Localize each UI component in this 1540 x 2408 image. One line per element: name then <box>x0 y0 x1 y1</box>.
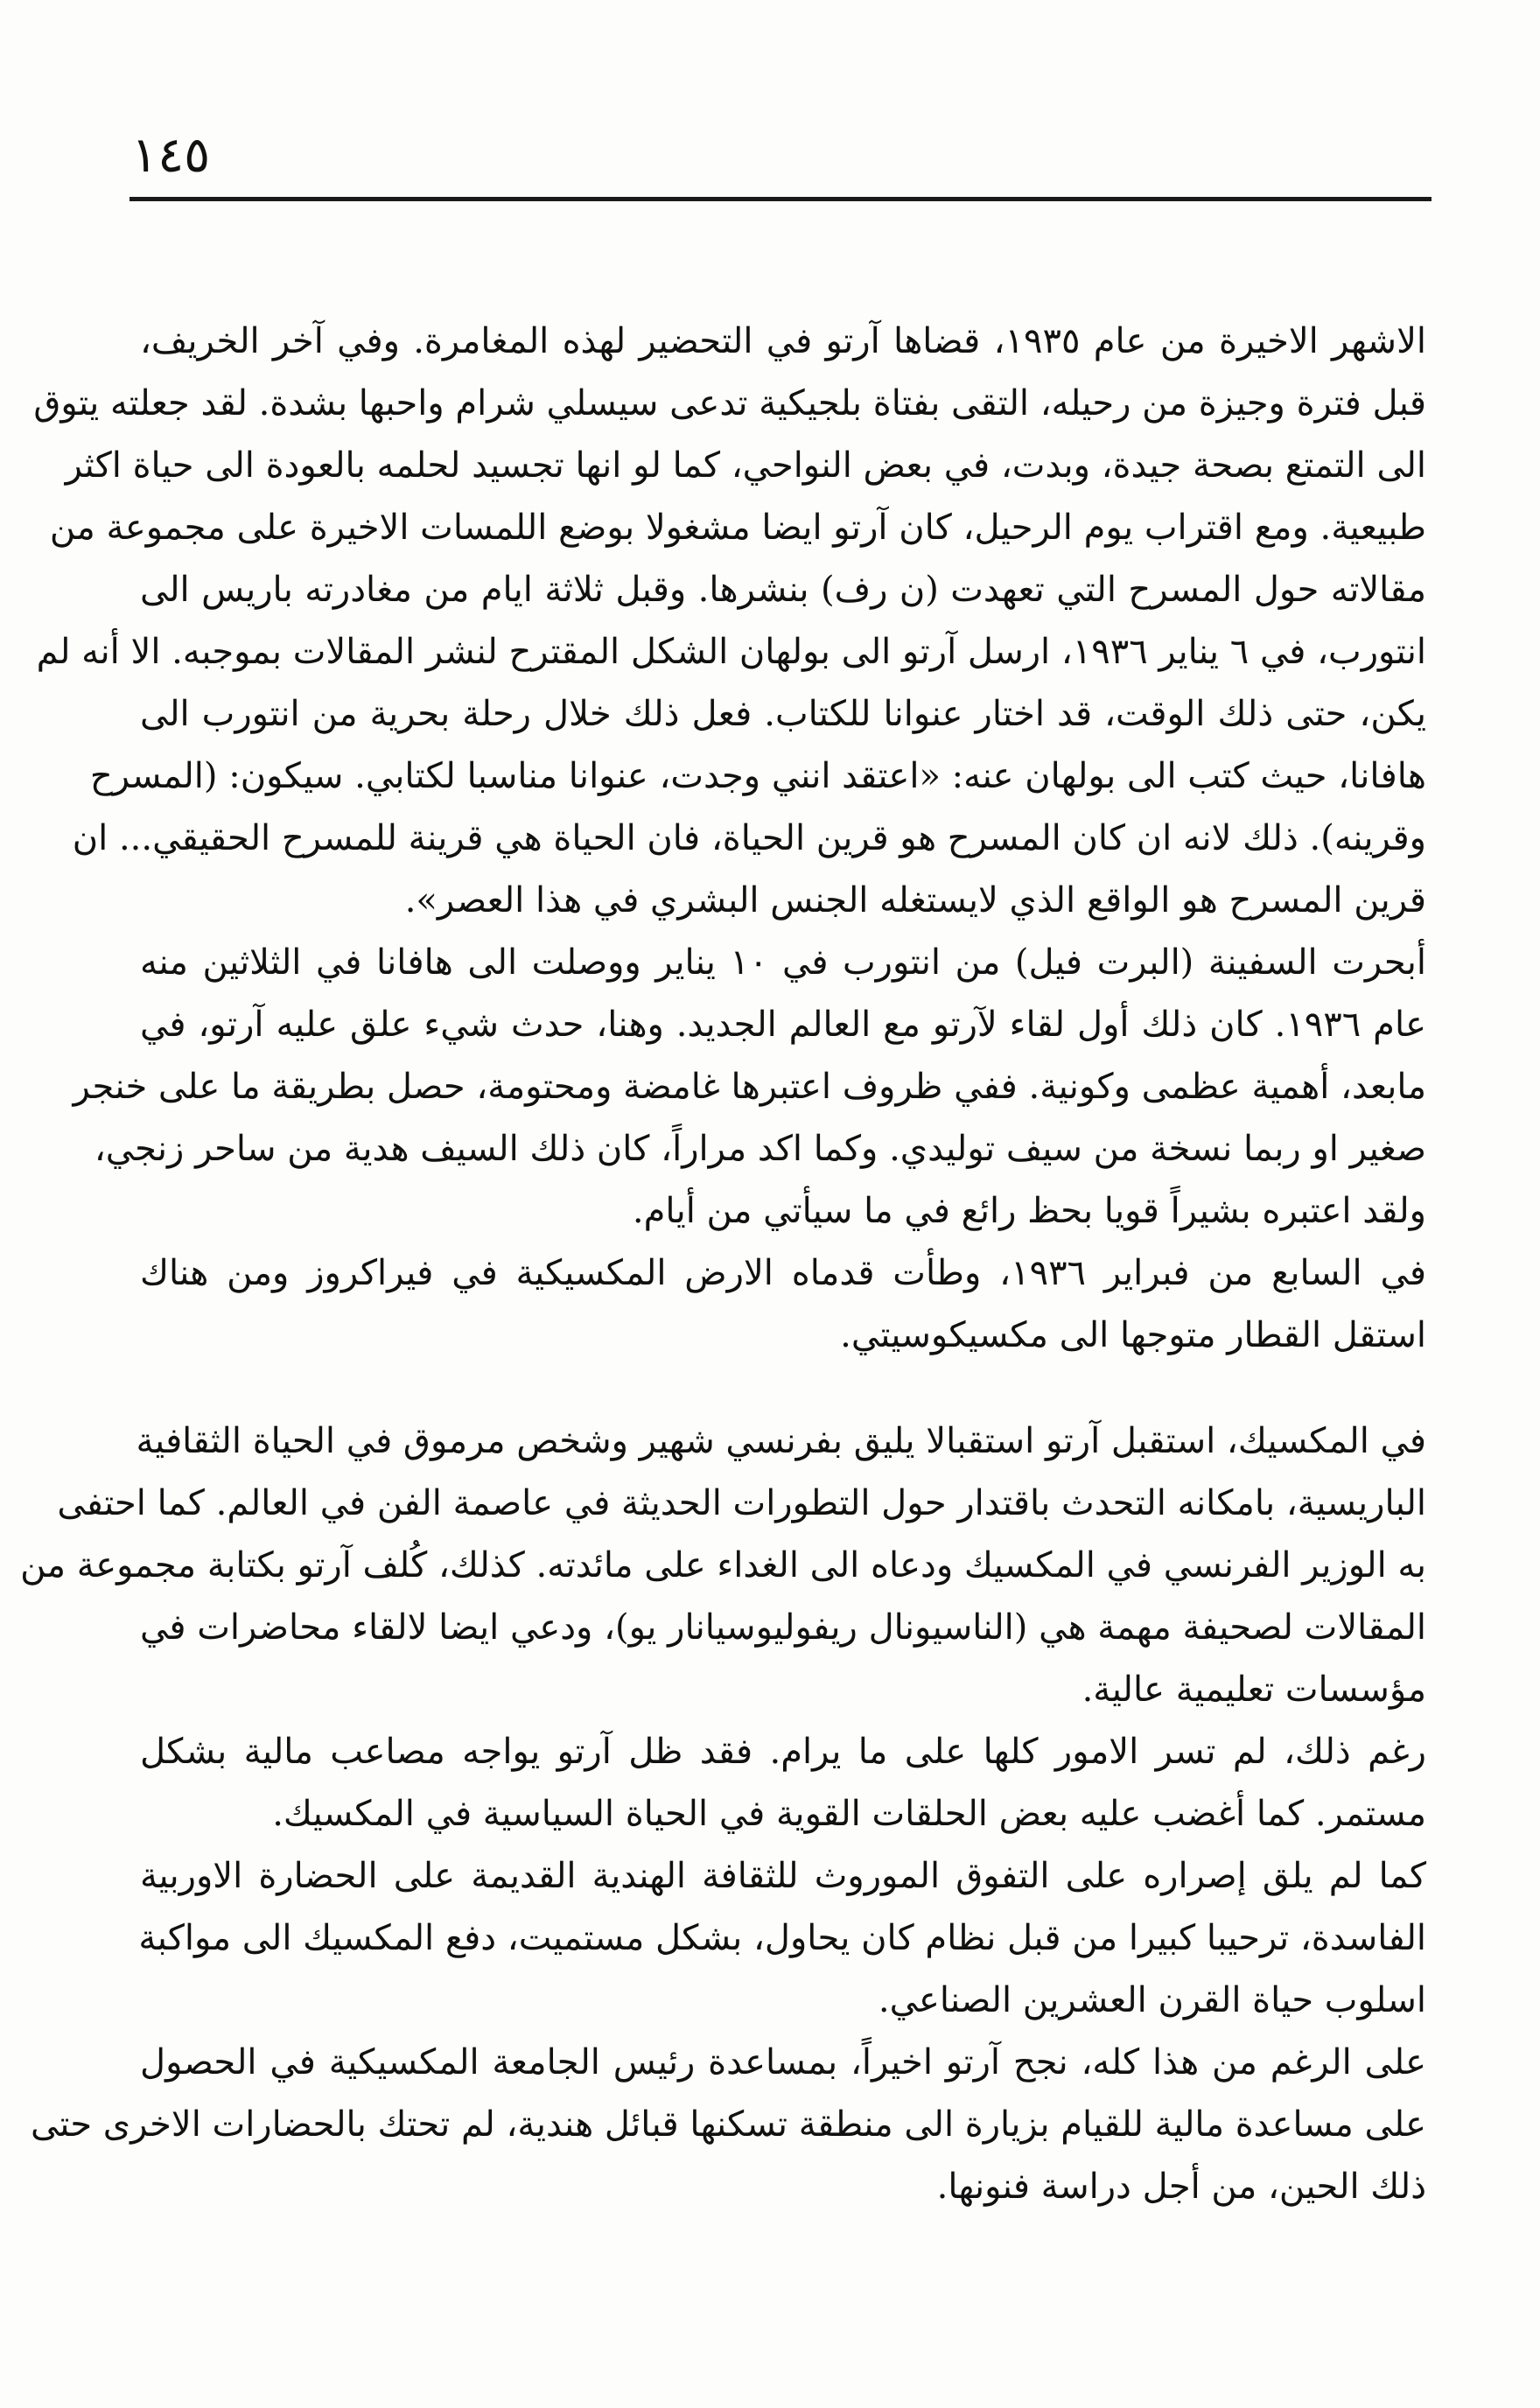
section-gap <box>140 1367 1426 1410</box>
text-line: أبحرت السفينة (البرت فيل) من انتورب في ١٠ يناير ووصلت الى هافانا في الثلاثين منه <box>140 942 1426 983</box>
text-line: الفاسدة، ترحيبا كبيرا من قبل نظام كان يحاول، بشكل مستميت، دفع المكسيك الى مواكبة <box>138 1918 1426 1958</box>
text-line: طبيعية. ومع اقتراب يوم الرحيل، كان آرتو ايضا مشغولا بوضع اللمسات الاخيرة على مجموعة من <box>49 508 1426 548</box>
text-line: استقل القطار متوجها الى مكسيكوسيتي. <box>840 1315 1426 1355</box>
header-rule <box>130 197 1432 201</box>
text-line: المقالات لصحيفة مهمة هي (الناسيونال ريفوليوسيانار يو)، ودعي ايضا لالقاء محاضرات في <box>140 1607 1426 1648</box>
paragraph <box>140 1721 1426 1845</box>
text-line: عام ١٩٣٦. كان ذلك أول لقاء لآرتو مع العالم الجديد. وهنا، حدث شيء علق عليه آرتو، في <box>140 1004 1426 1045</box>
body-text <box>20 311 1426 2218</box>
paragraph <box>20 1410 1426 1721</box>
paragraph <box>30 2032 1426 2218</box>
text-line: به الوزير الفرنسي في المكسيك ودعاه الى الغداء على مائدته. كذلك، كُلف آرتو بكتابة مجموعة من <box>20 1545 1426 1586</box>
text-line: على مساعدة مالية للقيام بزيارة الى منطقة تسكنها قبائل هندية، لم تحتك بالحضارات الاخرى حتى <box>30 2104 1426 2145</box>
text-line: صغير او ربما نسخة من سيف توليدي. وكما اكد مراراً، كان ذلك السيف هدية من ساحر زنجي، <box>94 1129 1426 1169</box>
text-line: وقرينه). ذلك لانه ان كان المسرح هو قرين الحياة، فان الحياة هي قرينة للمسرح الحقيقي... ان <box>72 818 1426 858</box>
text-line: يكن، حتى ذلك الوقت، قد اختار عنوانا للكتاب. فعل ذلك خلال رحلة بحرية من انتورب الى <box>140 694 1426 734</box>
paragraph <box>33 311 1426 932</box>
text-line: الباريسية، بامكانه التحدث باقتدار حول التطورات الحديثة في عاصمة الفن في العالم. كما احتفى <box>57 1483 1426 1523</box>
paragraph <box>140 1242 1426 1367</box>
text-line: مقالاته حول المسرح التي تعهدت (ن رف) بنشرها. وقبل ثلاثة ايام من مغادرته باريس الى <box>140 570 1426 610</box>
text-line: انتورب، في ٦ يناير ١٩٣٦، ارسل آرتو الى بولهان الشكل المقترح لنشر المقالات بموجبه. الا أنه لم <box>36 632 1426 672</box>
text-line: ذلك الحين، من أجل دراسة فنونها. <box>936 2166 1426 2207</box>
text-line: هافانا، حيث كتب الى بولهان عنه: «اعتقد انني وجدت، عنوانا مناسبا لكتابي. سيكون: (المسرح <box>89 756 1426 796</box>
text-line: كما لم يلق إصراره على التفوق الموروث للثقافة الهندية القديمة على الحضارة الاوربية <box>140 1856 1426 1896</box>
text-line: في المكسيك، استقبل آرتو استقبالا يليق بفرنسي شهير وشخص مرموق في الحياة الثقافية <box>136 1421 1426 1461</box>
text-line: ولقد اعتبره بشيراً قويا بحظ رائع في ما سيأتي من أيام. <box>632 1191 1426 1231</box>
text-line: اسلوب حياة القرن العشرين الصناعي. <box>878 1980 1426 2020</box>
text-line: مابعد، أهمية عظمى وكونية. ففي ظروف اعتبرها غامضة ومحتومة، حصل بطريقة ما على خنجر <box>73 1067 1426 1107</box>
paragraph <box>73 932 1426 1242</box>
paragraph <box>140 1845 1426 2032</box>
text-line: مستمر. كما أغضب عليه بعض الحلقات القوية في الحياة السياسية في المكسيك. <box>272 1794 1426 1834</box>
text-line: الى التمتع بصحة جيدة، وبدت، في بعض النواحي، كما لو انها تجسيد لحلمه بالعودة الى حياة اكثر <box>65 445 1426 486</box>
text-line: الاشهر الاخيرة من عام ١٩٣٥، قضاها آرتو في التحضير لهذه المغامرة. وفي آخر الخريف، <box>140 321 1426 361</box>
page-number: ١٤٥ <box>131 127 211 184</box>
text-line: قرين المسرح هو الواقع الذي لايستغله الجنس البشري في هذا العصر». <box>404 880 1426 920</box>
text-line: قبل فترة وجيزة من رحيله، التقى بفتاة بلجيكية تدعى سيسلي شرام واحبها بشدة. لقد جعلته يتوق <box>33 383 1426 424</box>
text-line: مؤسسات تعليمية عالية. <box>1082 1670 1426 1710</box>
text-line: على الرغم من هذا كله، نجح آرتو اخيراً، بمساعدة رئيس الجامعة المكسيكية في الحصول <box>140 2042 1426 2082</box>
text-line: رغم ذلك، لم تسر الامور كلها على ما يرام. فقد ظل آرتو يواجه مصاعب مالية بشكل <box>140 1732 1426 1772</box>
text-line: في السابع من فبراير ١٩٣٦، وطأت قدماه الارض المكسيكية في فيراكروز ومن هناك <box>140 1253 1426 1293</box>
